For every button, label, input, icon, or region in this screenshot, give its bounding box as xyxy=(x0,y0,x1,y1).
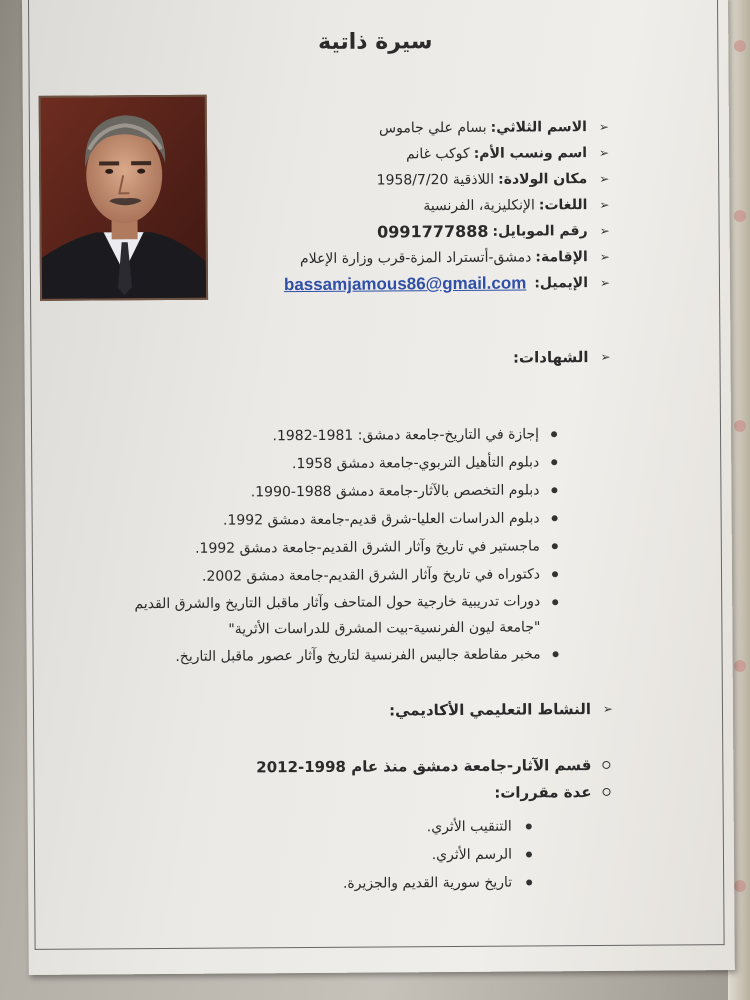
list-item: دبلوم الدراسات العليا-شرق قديم-جامعة دمشق 1992. xyxy=(102,504,562,535)
courses-list xyxy=(194,812,593,899)
info-label: اللغات: xyxy=(538,197,588,214)
info-label: مكان الولادة: xyxy=(498,171,588,188)
list-item: دكتوراه في تاريخ وآثار الشرق القديم-جامعة دمشق 2002. xyxy=(102,560,562,591)
info-label: الإيميل: xyxy=(534,275,589,292)
pattern-dot xyxy=(734,660,746,672)
info-label: الإقامة: xyxy=(535,249,588,266)
personal-info-list xyxy=(169,114,610,299)
info-value: 0991777888 xyxy=(377,221,489,242)
list-item: دبلوم التخصص بالآثار-جامعة دمشق 1988-1990. xyxy=(101,476,561,507)
cv-page xyxy=(22,0,735,975)
list-item: إجازة في التاريخ-جامعة دمشق: 1981-1982. xyxy=(101,420,561,451)
arrow-bullet-icon: ➢ xyxy=(602,701,614,716)
email-link[interactable]: bassamjamous86@gmail.com xyxy=(283,273,527,295)
arrow-bullet-icon: ➢ xyxy=(600,349,611,364)
info-item-email xyxy=(170,270,610,299)
info-label: الاسم الثلاثي: xyxy=(490,119,587,136)
info-value: بسام علي جاموس xyxy=(378,119,487,137)
info-value: الإنكليزية، الفرنسية xyxy=(423,197,535,215)
arrow-bullet-icon: ➢ xyxy=(598,119,609,134)
course-item: الرسم الأثري. xyxy=(194,840,592,871)
info-item-birthplace xyxy=(169,166,609,195)
section-title: الشهادات: xyxy=(512,348,589,367)
course-item: تاريخ سورية القديم والجزيرة. xyxy=(194,868,592,899)
pattern-dot xyxy=(734,880,746,892)
info-label: رقم الموبايل: xyxy=(492,223,588,240)
info-item-languages xyxy=(169,192,609,221)
info-value: دمشق-أتستراد المزة-قرب وزارة الإعلام xyxy=(299,249,532,268)
certificates-list xyxy=(101,420,563,671)
arrow-bullet-icon: ➢ xyxy=(599,249,610,264)
list-item: دورات تدريبية خارجية حول المتاحف وآثار ماقبل التاريخ والشرق القديم "جامعة ليون الفرنسية-بيت المشرق للدراسات الأثرية" xyxy=(102,588,562,643)
info-value: اللاذقية 1958/7/20 xyxy=(376,171,495,189)
list-item-text: قسم الآثار-جامعة دمشق منذ عام 1998-2012 xyxy=(256,756,592,777)
info-value: كوكب غانم xyxy=(406,145,470,163)
arrow-bullet-icon: ➢ xyxy=(598,145,610,160)
pattern-dot xyxy=(734,210,746,222)
arrow-bullet-icon: ➢ xyxy=(599,223,610,238)
academic-list xyxy=(193,752,614,899)
list-item: دبلوم التأهيل التربوي-جامعة دمشق 1958. xyxy=(101,448,561,479)
info-item-name xyxy=(169,114,609,143)
section-title: النشاط التعليمي الأكاديمي: xyxy=(389,700,592,720)
course-item: التنقيب الأثري. xyxy=(194,812,592,843)
arrow-bullet-icon: ➢ xyxy=(599,197,610,212)
certificates-heading xyxy=(513,348,611,367)
arrow-bullet-icon: ➢ xyxy=(599,171,610,186)
pattern-dot xyxy=(734,420,746,432)
info-item-mother xyxy=(169,140,609,169)
academic-heading xyxy=(389,700,613,720)
pattern-dot xyxy=(734,40,746,52)
info-item-residence xyxy=(170,244,610,273)
list-item-text: عدة مقررات: xyxy=(494,783,592,802)
info-label: اسم ونسب الأم: xyxy=(473,145,588,162)
page-title: سيرة ذاتية xyxy=(318,29,433,55)
list-item: ماجستير في تاريخ وآثار الشرق القديم-جامعة دمشق 1992. xyxy=(102,532,562,563)
list-item xyxy=(193,779,614,899)
list-item: مخبر مقاطعة جاليس الفرنسية لتاريخ وآثار عصور ماقبل التاريخ. xyxy=(102,640,562,671)
list-item xyxy=(193,752,613,782)
info-item-mobile xyxy=(170,218,610,247)
arrow-bullet-icon: ➢ xyxy=(599,275,611,290)
